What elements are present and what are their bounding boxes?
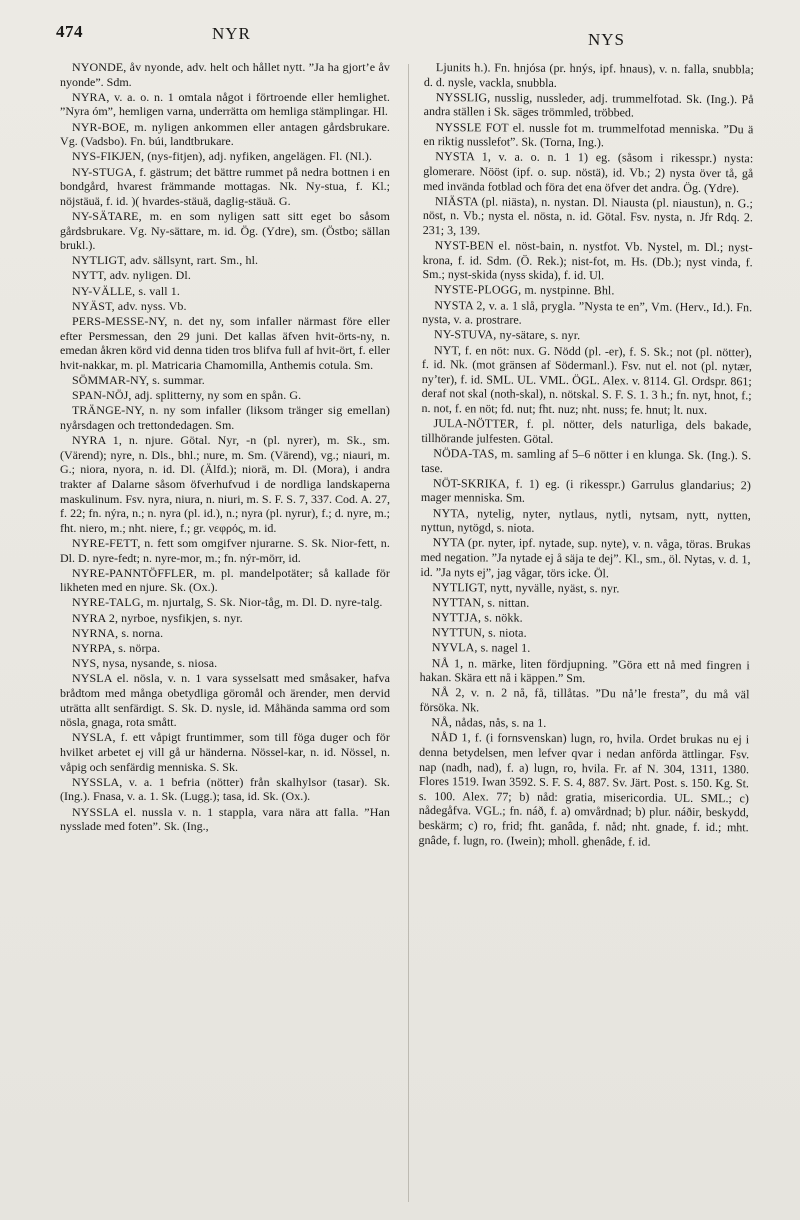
dictionary-entry: NIÄSTA (pl. niästa), n. nystan. Dl. Niausta (pl. niaustun), n. G.; nöst, n. Vb.; nysta el. nösta, n. id. Götal. Fsv. nysta, n. Jfr Rdq. 2. 231; 3, 139. (422, 193, 754, 238)
right-column (416, 60, 754, 1210)
dictionary-entry: NYRPA, s. nörpa. (72, 641, 161, 656)
dictionary-entry: Ljunits h.). Fn. hnjósa (pr. hnýs, ipf. hnaus), v. n. falla, snubbla; d. d. nysle, vackla, snubbla. (423, 60, 754, 90)
dictionary-entry: NYSSLIG, nusslig, nussleder, adj. trummelfotad. Sk. (Ing.). På andra ställen i Sk. säges trömmled, tröbbed. (423, 89, 754, 120)
dictionary-entry: NYST-BEN el. nöst-bain, n. nystfot. Vb. Nystel, m. Dl.; nyst-krona, f. id. Sdm. (Ö. Rek.); nist-fot, m. Hs. (Db.); nyst vinda, f. Sm.; nyst-skida (nyss skida), f. id. Ul. (422, 238, 753, 283)
dictionary-entry: NYÄST, adv. nyss. Vb. (72, 298, 187, 313)
dictionary-entry: NYTTAN, s. nittan. (432, 594, 530, 610)
dictionary-entry: SPAN-NÖJ, adj. splitterny, ny som en spån. G. (72, 388, 302, 403)
dictionary-entry: NÅ, nådas, nås, s. na 1. (431, 715, 547, 731)
dictionary-entry: NYRE-PANNTÖFFLER, m. pl. mandelpotäter; så kallade för likheten med en njure. Sk. (Ox.). (60, 565, 390, 595)
dictionary-entry: NYRA 1, n. njure. Götal. Nyr, -n (pl. nyrer), m. Sk., sm. (Värend); nyre, n. Dls., bhl.; nure, m. Sm. (Värend), vg.; niauri, m. G.; niora, nyora, n. id. Dl. (Älfd.); niorä, m. Dl. (Mora), i andra trakter af Dalarne såsom öfverhufvud i de nordliga landskaperna maskulinum. Fsv. nyra, niura, n. niuri, m. S. F. S. 7, 337. Cod. A. 27, f. 22; fn. nýra, n.; n. nyra (pl. id.), n.; nyra (pl. nyrur), f.; d. nyre, m.; fht. niero, m.; nht. niere, f.; gr. νεφρός, m. id. (60, 433, 390, 535)
dictionary-entry: NYS-FIKJEN, (nys-fitjen), adj. nyfiken, angelägen. Fl. (Nl.). (72, 149, 373, 164)
dictionary-entry: NÖDA-TAS, m. samling af 5–6 nötter i en klunga. Sk. (Ing.). S. tase. (421, 446, 752, 475)
dictionary-entry: NÅD 1, f. (i fornsvenskan) lugn, ro, hvila. Ordet brukas nu ej i denna betydelsen, men lefver qvar i nedan anförda ättlingar. Fsv. nap (nadh, nad), f. a) lugn, ro, hvila. Fr. af N. 304, 1311, 1380. Flores 1519. Iwan 3592. S. F. S. 4, 887. Sv. Järt. Post. s. 150. Kg. St. s. 100. Alex. 77; b) nåd: gratia, misericordia. UL. SML.; c) nådegåfva. VGL.; fn. náð, f. a) omvårdnad; b) plur. náðir, beskydd, beskärm; c) ro, frid; fht. ganâda, f. nåd; nht. gnade, f. id.; mht. gnâde, f. lugn, ro. (Iwein); mholl. ghenâde, f. id. (418, 730, 750, 849)
dictionary-entry: NYTTJA, s. nökk. (432, 610, 523, 625)
dictionary-entry: JULA-NÖTTER, f. pl. nötter, dels naturliga, dels bakade, tillhörande julfesten. Götal. (421, 416, 752, 446)
dictionary-entry: PERS-MESSE-NY, n. det ny, som infaller närmast före eller efter Persmessan, den 29 juni. Det kallas äfven hvit-örts-ny, n. emedan åkren körd vid denna tiden tros blifva full af hvit-ört, f. eller hvit-nakkar, m. pl. Matricaria Chamomilla, Anthemis cotula. Sm. (60, 314, 390, 372)
dictionary-entry: NYVLA, s. nagel 1. (431, 640, 531, 656)
dictionary-entry: NYTLIGT, adv. sällsynt, rart. Sm., hl. (72, 253, 259, 268)
dictionary-entry: NÖT-SKRIKA, f. 1) eg. (i rikesspr.) Garrulus glandarius; 2) mager menniska. Sm. (420, 475, 752, 506)
dictionary-entry: NYT, f. en nöt: nux. G. Nödd (pl. -er), f. S. Sk.; not (pl. nötter), f. id. Nk. (mot gränsen af Södermanl.). Fsv. nut el. not (pl. nytær, ny’ter), f. id. SML. UL. VML. ÖGL. Alex. v. 8114. Gl. Ordspr. 861; deraf not skal (noth-skal), n. nötskal. S. F. S. 1. 3 h.; fn. nyt, hnot, f.; n. not, f. en nöt; fd. nut; fht. nuz; nht. nuss; fe. hnut; lt. nux. (421, 342, 753, 417)
dictionary-entry: NYSLA el. nösla, v. n. 1 vara sysselsatt med småsaker, hafva brådtom med många obetydliga göromål och ärender, men dervid uträtta allt senfärdigt. S. Sk. D. nysle, id. Måhända samma ord som nösla, gnaga, rota smått. (60, 671, 390, 730)
dictionary-entry: NYONDE, åv nyonde, adv. helt och hållet nytt. ”Ja ha gjort’e åv nyonde”. Sdm. (60, 60, 390, 89)
dictionary-entry: NYSLA, f. ett våpigt fruntimmer, som till föga duger och för hvilket arbetet ej vill gå ur händerna. Nössel-kar, n. id. Nössel, n. våpig och senfärdig menniska. S. Sk. (60, 730, 390, 774)
dictionary-entry: NYSTA 2, v. a. 1 slå, prygla. ”Nysta te en”, Vm. (Herv., Id.). Fn. nysta, v. a. prostrare. (422, 297, 753, 327)
left-column (60, 60, 390, 1208)
dictionary-entry: NY-STUVA, ny-sätare, s. nyr. (434, 327, 581, 343)
dictionary-entry: NY-SÄTARE, m. en som nyligen satt sitt eget bo såsom gårdsbrukare. Vg. Ny-sättare, m. id. Ög. (Ydre), sm. (Östbo; sällan brukl.). (60, 208, 390, 253)
dictionary-entry: NYRA 2, nyrboe, nysfikjen, s. nyr. (72, 610, 243, 625)
dictionary-entry: NYTA (pr. nyter, ipf. nytade, sup. nyte), v. n. våga, töras. Brukas med negation. ”Ja nytade ej å säja te dej”. Kl., sm., öl. Nytas, v. d. 1, id. ”Ja nyts ej”, jag vågar, törs icke. Öl. (420, 535, 751, 580)
dictionary-entry: NYRA, v. a. o. n. 1 omtala något i förtroende eller hemlighet. ”Nyra óm”, hemligen varna, underrätta om hemliga stämplingar. Hl. (60, 89, 390, 119)
left-running-head: NYR (212, 24, 251, 43)
dictionary-entry: NYSTE-PLOGG, m. nystpinne. Bhl. (434, 282, 615, 298)
dictionary-entry: NYSSLE FOT el. nussle fot m. trummelfotad menniska. ”Du ä en riktig nusslefot”. Sk. (Torna, Ing.). (423, 119, 754, 150)
dictionary-entry: NYTLIGT, nytt, nyvälle, nyäst, s. nyr. (432, 579, 620, 596)
dictionary-entry: NYTTUN, s. niota. (431, 625, 527, 640)
dictionary-entry: NY-STUGA, f. gästrum; det bättre rummet på nedra bottnen i en bondgård, hvarest främmande mottagas. Nk. Ny-stua, f. Kl.; nöjstäuä, f. id. )( hvardes-stäuä, daglig-stäuä. G. (60, 164, 390, 208)
dictionary-entry: NYTT, adv. nyligen. Dl. (72, 268, 191, 283)
page-number: 474 (56, 22, 83, 41)
dictionary-entry: NYRNA, s. norna. (72, 625, 164, 640)
dictionary-entry: NYSSLA el. nussla v. n. 1 stappla, vara nära att falla. ”Han nysslade med foten”. Sk. (Ing., (60, 804, 390, 834)
dictionary-entry: NYRE-FETT, n. fett som omgifver njurarne. S. Sk. Nior-fett, n. Dl. D. nyre-fedt; n. nyre-mor, m.; fn. nýr-mörr, id. (60, 535, 390, 565)
dictionary-entry: NYRE-TALG, m. njurtalg, S. Sk. Nior-tåg, m. Dl. D. nyre-talg. (72, 595, 383, 610)
dictionary-entry: NYSSLA, v. a. 1 befria (nötter) från skalhylsor (tasar). Sk. (Ing.). Fnasa, v. a. 1. Sk. (Lugg.); tasa, id. Sk. (Ox.). (60, 774, 390, 804)
dictionary-entry: NYS, nysa, nysande, s. niosa. (72, 656, 218, 671)
dictionary-entry: NÅ 1, n. märke, liten fördjupning. ”Göra ett nå med fingren i hakan. Skära ett nå i käppen.” Sm. (419, 655, 750, 686)
right-running-head: NYS (588, 30, 626, 49)
dictionary-entry: TRÄNGE-NY, n. ny som infaller (liksom tränger sig emellan) nyårsdagen och trettondedagen. Sm. (60, 403, 390, 432)
dictionary-entry: NÅ 2, v. n. 2 nå, få, tillåtas. ”Du nå’le fresta”, du må väl försöka. Nk. (419, 685, 750, 715)
column-divider (408, 64, 409, 1202)
dictionary-entry: SÖMMAR-NY, s. summar. (72, 373, 205, 387)
dictionary-entry: NYTA, nytelig, nyter, nytlaus, nytli, nytsam, nytt, nytten, nyttun, nytögd, s. niota. (420, 505, 751, 535)
dictionary-entry: NYSTA 1, v. a. o. n. 1 1) eg. (såsom i rikesspr.) nysta: glomerare. Nööst (ipf. o. sup. nöstä), id. Vb.; 2) nysta över tå, gå med invända fotblad och föra det ena öfver det andra. Ög. (Ydre). (423, 149, 754, 195)
dictionary-entry: NY-VÄLLE, s. vall 1. (72, 283, 180, 298)
dictionary-entry: NYR-BOE, m. nyligen ankommen eller antagen gårdsbrukare. Vg. (Vadsbo). Fn. búi, landtbrukare. (60, 119, 390, 149)
